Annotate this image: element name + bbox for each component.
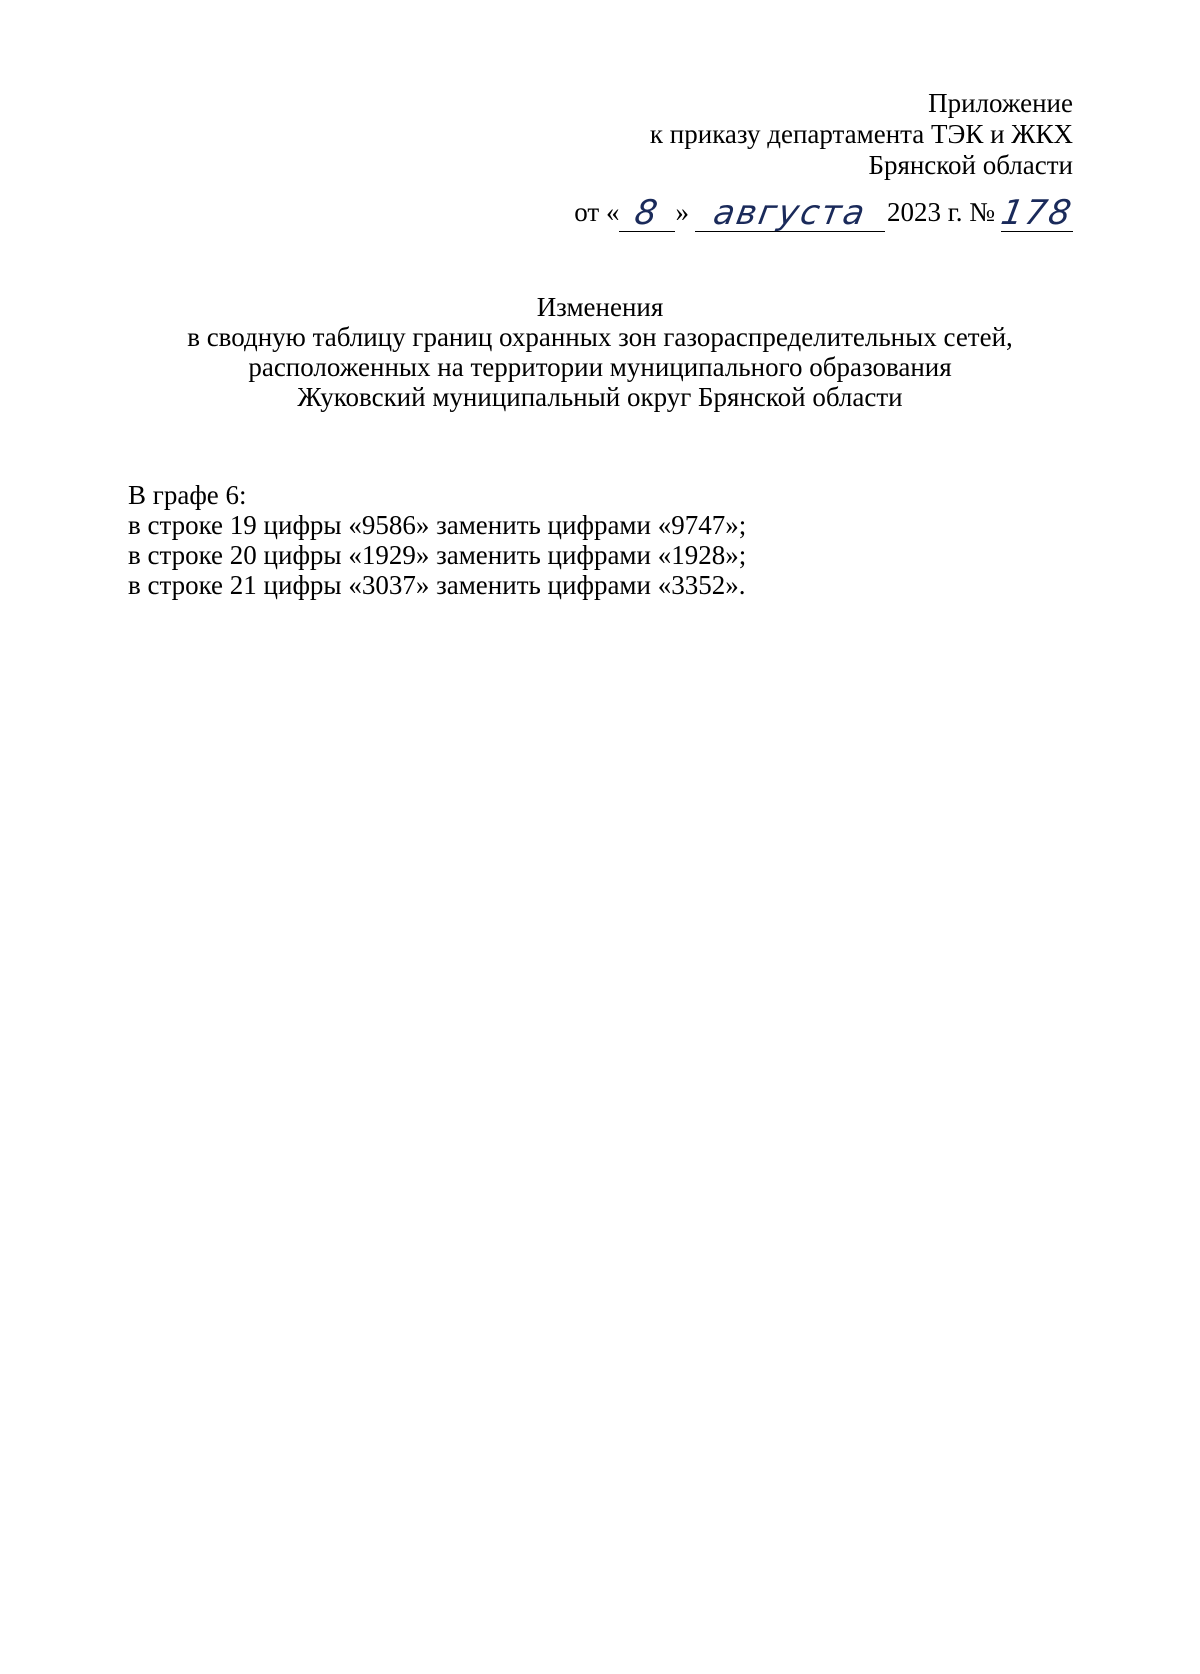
handwritten-number: 178 <box>998 193 1076 233</box>
change-item: в строке 20 цифры «1929» заменить цифрами «1928»; <box>128 540 747 570</box>
appendix-header <box>650 88 1073 181</box>
changes-intro: В графе 6: <box>128 480 247 510</box>
change-item: в строке 19 цифры «9586» заменить цифрами «9747»; <box>128 510 747 540</box>
changes-list <box>128 480 746 600</box>
number-blank <box>998 193 1076 233</box>
document-title <box>0 292 1200 412</box>
change-item: в строке 21 цифры «3037» заменить цифрами «3352». <box>128 570 746 600</box>
appendix-region: Брянской области <box>868 150 1073 180</box>
order-date-line <box>574 192 1076 233</box>
title-line: Жуковский муниципальный округ Брянской области <box>297 382 903 412</box>
date-prefix: от « <box>574 197 620 227</box>
day-blank <box>619 195 675 232</box>
day-close-quote: » <box>675 197 689 227</box>
appendix-order-ref: к приказу департамента ТЭК и ЖКХ <box>649 119 1073 149</box>
title-line: расположенных на территории муниципального образования <box>248 352 952 382</box>
month-blank <box>695 195 885 232</box>
title-line: в сводную таблицу границ охранных зон газораспределительных сетей, <box>187 322 1013 352</box>
handwritten-day: 8 <box>632 193 663 233</box>
handwritten-month: августа <box>710 193 870 233</box>
year-and-number-label: 2023 г. № <box>886 197 995 227</box>
title-line: Изменения <box>536 292 664 322</box>
appendix-title: Приложение <box>928 88 1073 118</box>
